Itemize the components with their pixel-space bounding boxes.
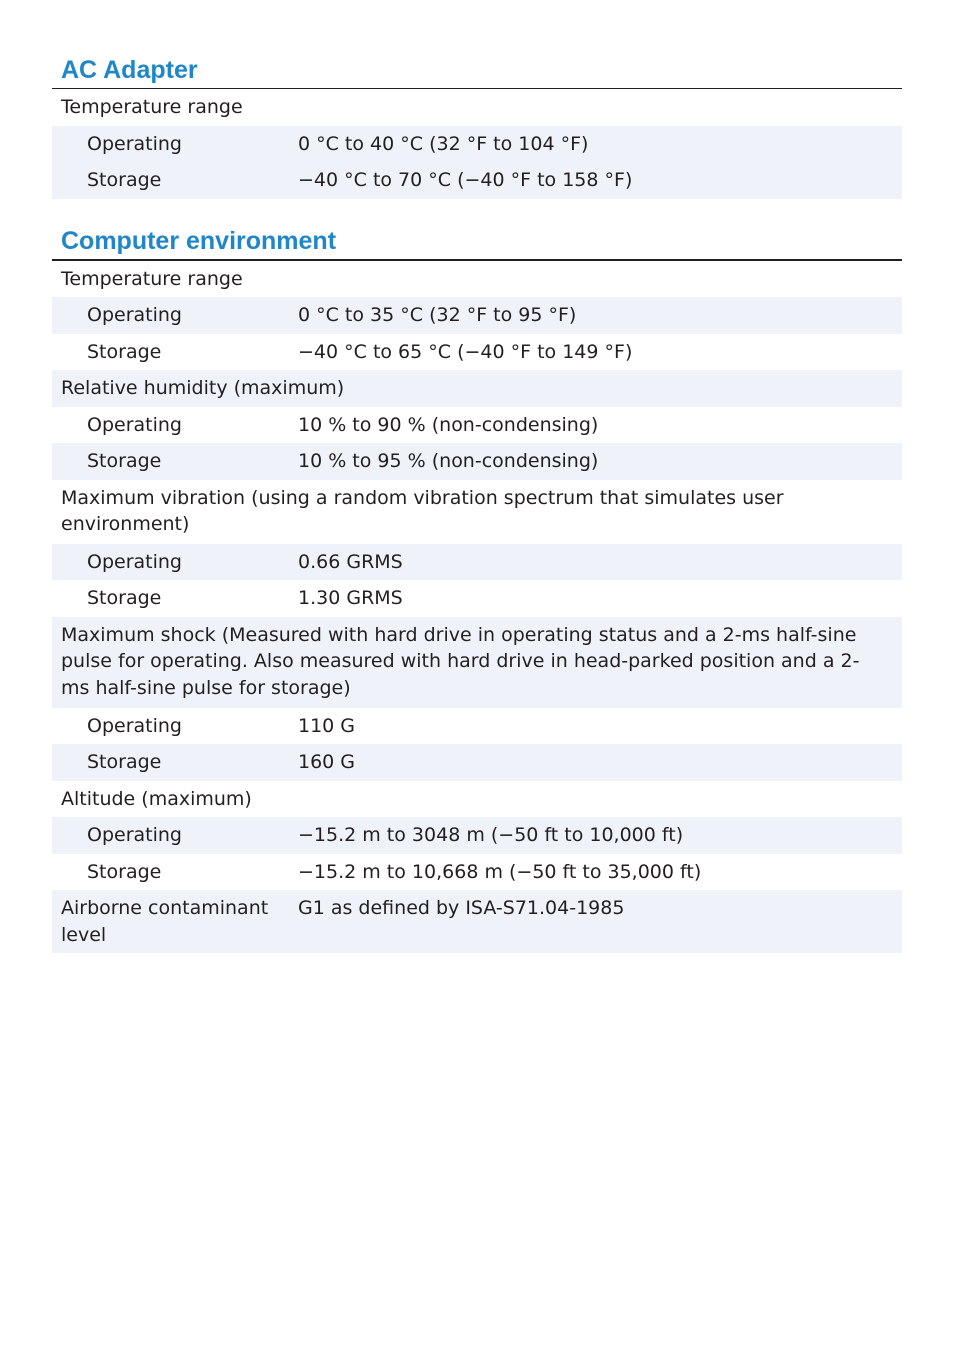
group-header-row bbox=[52, 781, 902, 818]
spec-label: Storage bbox=[87, 169, 162, 191]
spec-value: 0 °C to 40 °C (32 °F to 104 °F) bbox=[298, 132, 589, 155]
group-header-row bbox=[52, 370, 902, 407]
spec-row bbox=[52, 544, 902, 581]
spec-label: Operating bbox=[87, 304, 182, 326]
spec-value: −15.2 m to 10,668 m (−50 ft to 35,000 ft) bbox=[298, 860, 702, 883]
spec-row bbox=[52, 443, 902, 480]
spec-row bbox=[52, 126, 902, 163]
spec-row bbox=[52, 854, 902, 891]
spec-row bbox=[52, 580, 902, 617]
spec-value: 160 G bbox=[298, 751, 356, 773]
spec-value: 0 °C to 35 °C (32 °F to 95 °F) bbox=[298, 304, 577, 326]
spec-value: 1.30 GRMS bbox=[298, 587, 403, 609]
spec-row bbox=[52, 817, 902, 854]
spec-row bbox=[52, 890, 902, 953]
spec-label: Storage bbox=[87, 340, 162, 363]
spec-value: −40 °C to 65 °C (−40 °F to 149 °F) bbox=[298, 340, 633, 363]
group-header: Relative humidity (maximum) bbox=[61, 377, 345, 399]
spec-row bbox=[52, 162, 902, 199]
group-header: Temperature range bbox=[61, 267, 243, 290]
group-header-row bbox=[52, 480, 902, 544]
group-header-row bbox=[52, 89, 902, 126]
spec-row bbox=[52, 744, 902, 781]
spec-value: 0.66 GRMS bbox=[298, 550, 403, 573]
section-title: Computer environment bbox=[61, 226, 337, 255]
spec-label: Operating bbox=[87, 714, 182, 737]
spec-row bbox=[52, 334, 902, 371]
spec-page bbox=[52, 52, 902, 953]
spec-label: Operating bbox=[87, 413, 182, 436]
spec-label: Storage bbox=[87, 450, 162, 472]
spec-value: G1 as defined by ISA-S71.04-1985 bbox=[298, 897, 625, 919]
spec-row bbox=[52, 708, 902, 745]
group-header: Altitude (maximum) bbox=[61, 787, 252, 810]
section-ac-adapter bbox=[52, 52, 902, 199]
section-computer-environment bbox=[52, 223, 902, 954]
group-header: Temperature range bbox=[61, 96, 243, 118]
spec-value: 10 % to 90 % (non-condensing) bbox=[298, 413, 599, 436]
spec-label: Airborne contaminant level bbox=[61, 897, 269, 946]
spec-label: Storage bbox=[87, 587, 162, 609]
group-header-row bbox=[52, 617, 902, 708]
spec-value: 10 % to 95 % (non-condensing) bbox=[298, 450, 599, 472]
spec-value: −40 °C to 70 °C (−40 °F to 158 °F) bbox=[298, 169, 633, 191]
group-header-row bbox=[52, 261, 902, 298]
spec-label: Storage bbox=[87, 751, 162, 773]
spec-label: Operating bbox=[87, 132, 182, 155]
spec-row bbox=[52, 407, 902, 444]
spec-label: Storage bbox=[87, 860, 162, 883]
group-header: Maximum shock (Measured with hard drive in operating status and a 2-ms half-sine pulse for operating. Also measured with hard drive in head-parked position and a 2-ms half-sine pulse for storage) bbox=[61, 623, 860, 699]
spec-label: Operating bbox=[87, 824, 182, 846]
spec-value: −15.2 m to 3048 m (−50 ft to 10,000 ft) bbox=[298, 824, 684, 846]
section-title: AC Adapter bbox=[61, 56, 198, 84]
group-header: Maximum vibration (using a random vibration spectrum that simulates user environment) bbox=[61, 486, 784, 535]
spec-row bbox=[52, 297, 902, 334]
spec-label: Operating bbox=[87, 550, 182, 573]
spec-value: 110 G bbox=[298, 714, 356, 737]
